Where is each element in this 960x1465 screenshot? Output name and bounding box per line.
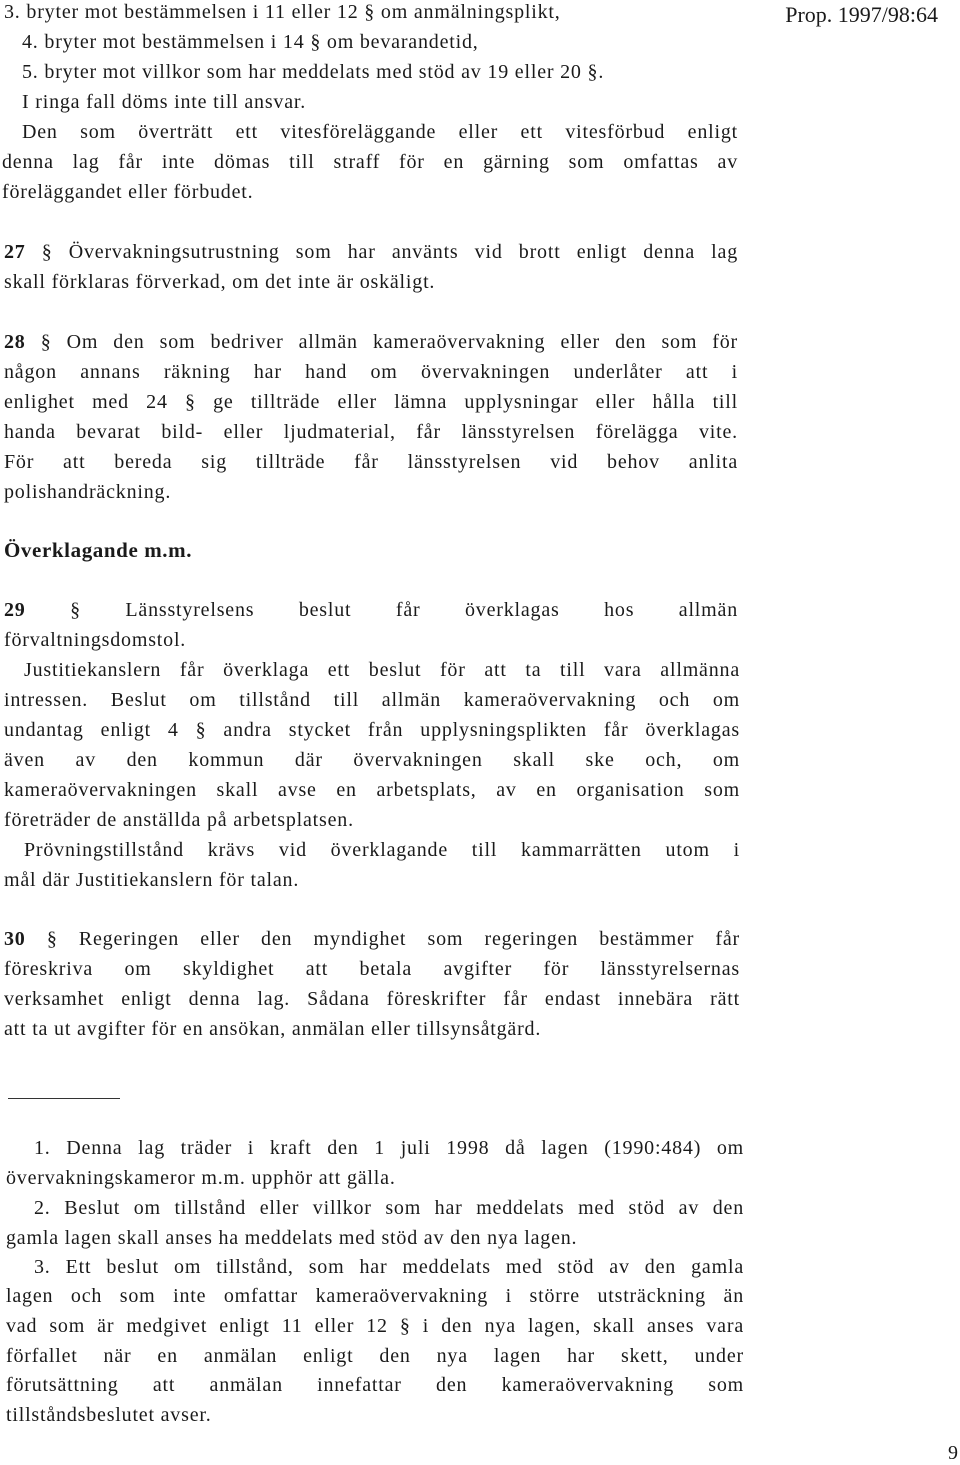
text-line: övervakningskameror m.m. upphör att gälla. bbox=[6, 1167, 396, 1189]
text-line: att ta ut avgifter för en ansökan, anmälan eller tillsynsåtgärd. bbox=[4, 1018, 542, 1040]
text-line: undantag enligt 4 § andra stycket från upplysningsplikten får överklagas bbox=[4, 719, 740, 741]
text-line: kameraövervakningen skall avse en arbetsplats, av en organisation som bbox=[4, 779, 740, 801]
page-header: Prop. 1997/98:64 bbox=[785, 2, 938, 27]
text-line: polishandräckning. bbox=[4, 481, 172, 503]
text-line: vad som är medgivet enligt 11 eller 12 § i den nya lagen, skall anses vara bbox=[6, 1315, 744, 1337]
text-line: lagen och som inte omfattar kameraövervakning i större utsträckning än bbox=[6, 1285, 744, 1307]
text-line: någon annans räkning har hand om övervakningen underlåter att i bbox=[4, 361, 738, 383]
text-line: skall förklaras förverkad, om det inte är oskäligt. bbox=[4, 271, 436, 293]
page-number: 9 bbox=[948, 1442, 958, 1464]
divider bbox=[8, 1098, 120, 1099]
text-line: föreläggandet eller förbudet. bbox=[2, 181, 254, 203]
text-line: tillståndsbeslutet avser. bbox=[6, 1404, 212, 1426]
paragraph-30: 30 § Regeringen eller den myndighet som regeringen bestämmer får bbox=[4, 928, 740, 950]
list-item: 3. Ett beslut om tillstånd, som har meddelats med stöd av den gamla bbox=[34, 1256, 744, 1278]
list-item: 2. Beslut om tillstånd eller villkor som har meddelats med stöd av den bbox=[34, 1197, 744, 1219]
text-line: För att bereda sig tillträde får länsstyrelsen vid behov anlita bbox=[4, 451, 738, 473]
text-line: företräder de anställda på arbetsplatsen. bbox=[4, 809, 354, 831]
text-line: verksamhet enligt denna lag. Sådana föreskrifter får endast innebära rätt bbox=[4, 988, 740, 1010]
text-line: Prövningstillstånd krävs vid överklagande till kammarrätten utom i bbox=[24, 839, 740, 861]
text-line: I ringa fall döms inte till ansvar. bbox=[22, 91, 307, 113]
text-line: denna lag får inte dömas till straff för en gärning som omfattas av bbox=[2, 151, 738, 173]
text-line: förutsättning att anmälan innefattar den kameraövervakning som bbox=[6, 1374, 744, 1396]
text-line: Den som överträtt ett vitesföreläggande eller ett vitesförbud enligt bbox=[22, 121, 738, 143]
list-item: 4. bryter mot bestämmelsen i 14 § om bevarandetid, bbox=[22, 31, 479, 53]
list-item: 3. bryter mot bestämmelsen i 11 eller 12 § om anmälningsplikt, bbox=[4, 1, 561, 23]
text-line: enlighet med 24 § ge tillträde eller lämna upplysningar eller hålla till bbox=[4, 391, 738, 413]
list-item: 5. bryter mot villkor som har meddelats med stöd av 19 eller 20 §. bbox=[22, 61, 605, 83]
text-line: handa bevarat bild- eller ljudmaterial, får länsstyrelsen förelägga vite. bbox=[4, 421, 738, 443]
text-line: mål där Justitiekanslern för talan. bbox=[4, 869, 300, 891]
text-line: förfallet när en anmälan enligt den nya lagen har skett, under bbox=[6, 1345, 744, 1367]
text-line: förvaltningsdomstol. bbox=[4, 629, 187, 651]
text-line: även av den kommun där övervakningen skall ske och, om bbox=[4, 749, 740, 771]
text-line: intressen. Beslut om tillstånd till allmän kameraövervakning och om bbox=[4, 689, 740, 711]
paragraph-28: 28 § Om den som bedriver allmän kameraövervakning eller den som för bbox=[4, 331, 738, 353]
text-line: föreskriva om skyldighet att betala avgifter för länsstyrelsernas bbox=[4, 958, 740, 980]
paragraph-29: 29 § Länsstyrelsens beslut får överklagas hos allmän bbox=[4, 599, 738, 621]
section-heading: Överklagande m.m. bbox=[4, 538, 193, 562]
text-line: Justitiekanslern får överklaga ett beslut för att ta till vara allmänna bbox=[24, 659, 740, 681]
paragraph-27: 27 § Övervakningsutrustning som har använts vid brott enligt denna lag bbox=[4, 241, 738, 263]
list-item: 1. Denna lag träder i kraft den 1 juli 1998 då lagen (1990:484) om bbox=[34, 1137, 744, 1159]
text-line: gamla lagen skall anses ha meddelats med stöd av den nya lagen. bbox=[6, 1227, 578, 1249]
